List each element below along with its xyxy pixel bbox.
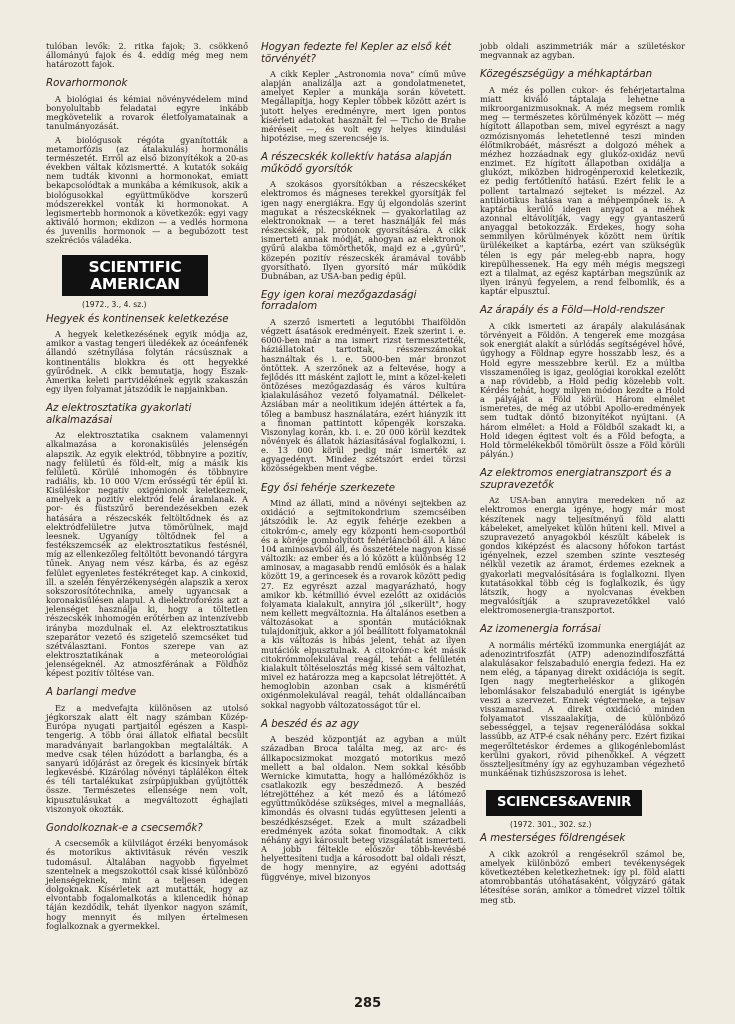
continued-text: jobb oldali aszimmetriák már a születéskor megvannak az agyban. [480,41,685,61]
column-right [480,42,685,909]
continued-text: tulóban levők: 2. ritka fajok; 3. csökkenő állományú fajok és 4. eddig még meg nem határozott fajok. [46,41,248,70]
article-paragraph: Mind az állati, mind a növényi sejtekben az oxidáció a sejtmitokondrium szemcséiben játszódik le. Az egyik fehérje ezekben a citokróm-c, amely egy központi hem-csoportból és a köréje gombolyított fehérláncból áll. A lánc 104 aminosavból áll, és összetétele nagyon kissé változik: az ember és a ló között a különbség 12 aminosav, a magasabb rendű emlősök és a halak között 19, a gerincesek és a rovarok között pedig 27. Ez egyrészt azzal magyarázható, hogy amikor kb. kétmillió évvel ezelőtt az oxidációs folyamata kialakult, annyira jól „sikerült", hogy nem kellett megváltoznia. Ha általános esetben a változásokat a spontán mutációknak tulajdonítjuk, akkor a jól beállított folyamatoknál a kis változás is hibás jelent, tehát az ilyen mutációk elpusztulnak. A citokróm-c két másik citokrómmolekulával reagál, tehát a felületén kialakult töltéselosztás még kissé sem változhat, mivel ez határozza meg a kapcsolat létrejöttét. A hemoglobin azonban csak a kismérétű oxigénmolekulával reagál, tehát oldalláncaiban sokkal nagyobb változatosságot tűr el. [261,498,466,710]
logo-line-2: AMERICAN [90,275,180,294]
article-title-gyorsitok: A részecskék kollektív hatása alapján működő gyorsítók [261,152,452,175]
article-paragraph: Az elektrosztatika csaknem valamennyi alkalmazása a koronakisülés jelenségén alapszik. Az egyik elektród, többnyire a pozitív, nagy felületű és föld-elt, míg a másik kis felületű. Körülé inhomogén és többnyire radiális, kb. 10 000 V/cm erősségű tér épül ki. Kisüléskor negatív oxigénionok keletkeznek, amelyek a pozitív elektród felé áramlanak. A por- és füstszűrő berendezésekben ezek hatására a részecskék feltöltődnek és az elektródfelületre jutva tömörülnek, majd leesnek. Ugyanígy töltődnek fel a festékszemcsék az elektrosztatikus festésnél, míg az ellenkezőleg feltöltött bevonandó tárgyra tűnek. Anyag nem vész kárba, és az egész felület egyenletes festékréteget kap. A cinkoxid, ill. a szelén fényérzékenységén alapszik a xerox sokszorosítótechnika, amely ugyancsak a koronakisülésen alapul. A dielektroforézis azt a jelenséget használja ki, hogy a töltetlen részecskék inhomogén erőtérben az intenzívebb irányba mozdulnak el. Az elektrosztatikus szeparátor vezető és szigetelő szemcséket tud szétválasztani. Fontos szerepe van az elektrosztatikának a meteorológiai jelenségeknél. Az atmoszférának a Földhöz képest pozitív töltése van. [46,430,248,679]
issue-info: (1972., 3., 4. sz.) [82,300,147,310]
article-paragraph: Az USA-ban annyira meredeken nő az elektromos energia igénye, hogy már most készítenek nagy teljesítményű föld alatti kábeleket, amelyeket külön hűteni kell. Mivel a szupravezető anyagokból készült kábelek is gondos kiképzést és alacsony hőfokon tartást igényelnek, ezzel szemben szinte veszteség nélkül vezetik az áramot, érdemes ezeknek a gyakorlati megvalósítására is foglalkozni. Ilyen kutatásokkal több cég is foglalkozik, és úgy látszik, hogy a nyolcvanas években megvalósítják a szupravezetőkkel való elektromosenergia-transzportot. [480,495,685,616]
article-paragraph: A hegyek keletkezésének egyik módja az, amikor a vastag tengeri üledékek az óceánfenék állandó szétnyílása folytán rácsúsznak a kontinentális blokkra és ott hegyekké gyűrődnek. A cikk bemutatja, hogy Észak-Amerika keleti partvidékének egyik szakaszán egy ilyen folyamat játszódik le napjainkban. [46,329,248,395]
article-paragraph: A szerző ismerteti a legutóbbi Thaiföldön végzett ásatások eredményeit. Ezek szerint i. e. 6000-ben már a ma ismert rizst termesztették, háziállatokat tartottak, résszerszámokat használtak és i. e. 5000-ben már bronzot öntöttek. A szerzőnek az a feltevése, hogy a fejlődés itt másként zajlott le, mint a közel-keleti öntözéses mezőgazdaság és város kultúra kialakulásához vezető folyamatnál. Délkelet-Ázsiában már a neolitikum idején áttértek a fa, tőleg a bambusz használatára, ezért hiányzik itt a finoman pattintott kőpengék korszaka. Viszonylag korán, kb. i. e. 20 000 körül kezdtek növények és állatok háziasításával foglalkozni, i. e. 13 000 körül pedig már ismerték az agyagedényt. Mindez szétszórt erdei törzsi közösségekben ment végbe. [261,316,466,474]
article-title-szupravezetok: Az elektromos energiatranszport és a szupravezetők [480,468,672,491]
article-title-mehkaptar: Közegészségügy a méhkaptárban [480,69,653,81]
article-title-elektrosztatika: Az elektrosztatika gyakorlati alkalmazásai [46,403,192,426]
scientific-american-logo [62,255,208,296]
article-paragraph: Ez a medvefajta különösen az utolsó jégkorszak alatt élt nagy számban Közép-Európa nyugati partjaitól egészen a Kaspi-tengerig. A több órai állatok elfiatal becsült maradványait barlangokban megtalálták. A medve csak télen húzódott a barlangba, és a sanyarú időjárást az öregek és kicsinyek bírták legkevésbé. Kizárólag növényi táplálékon éltek és téli tartalékukat zsírpúpjukban gyűjtötték össze. Természetes ellensége nem volt, kipusztulásukat a megváltozott éghajlati viszonyok okozták. [46,702,248,814]
issue-info: (1972. 301., 302. sz.) [510,820,592,830]
article-paragraph: A csecsemők a külvilágot érzéki benyomások és motorikus aktivitásuk révén veszik tudomásul. Általában nagyobb figyelmet szentelnek a megszokottól csak kissé különböző jelenségeknek, mint a teljesen idegen dolgoknak. Kísérletek azt mutatták, hogy az elvontabb fogalomalkotás a kilencedik hónap táján kezdődik, tehát ilyenkor nagyon számít, hogy mennyit és milyen értelmesen foglalkoznak a gyermekkel. [46,838,248,931]
page-number: 285 [354,996,382,1011]
article-title-csecsemok: Gondolkoznak-e a csecsemők? [46,822,203,834]
article-paragraph: A cikk Kepler „Astronomia nova" című műve alapján analizálja azt a gondolatmenetet, amelyet Kepler a munkája során követett. Megállapítja, hogy Kepler többek között azért is jutott helyes eredményre, mert igen pontos kísérleti adatokat használt fel — Ticho de Brahe méréseit —, és volt egy helyes kiindulási hipotézise, meg szerencséje is. [261,69,466,144]
article-title-barlangi-medve: A barlangi medve [46,687,137,699]
article-title-mezogazdasag: Egy igen korai mezőgazdasági forradalom [261,289,417,313]
article-title-foldrengesek: A mesterséges földrengések [480,833,626,845]
article-title-beszed-agy: A beszéd és az agy [261,718,359,730]
article-paragraph: A biológiai és kémiai növényvédelem mind bonyolultabb feladatai egyre inkább megkövetelik a rovarok életfolyamatainak a tanulmányozását. [46,93,248,132]
article-paragraph: A cikk ismerteti az árapály alakulásának törvényeit a Földön. A tengerek eme mozgása sok energiát alakít a súrlódás segítségével hővé, úgyhogy a Földnap egyre hosszabb lesz, és a Hold egyre messzebbre kerül. Ez a múltba visszamenőleg is igaz, geológiai korokkal ezelőtt a nap rövidebb, a Hold pedig közelebb volt. Kérdés tehát, hogy milyen módon kezdte a Hold a pályáját a Föld körül. Három elmélet ismeretes, de még az utóbbi Apollo-eredmények sem tudtak döntő bizonyítékot nyújtani. (A három elmélet: a Hold a Földből szakadt ki, a Hold idegen égitest volt és a Föld befogta, a Hold törmelékekből tömörült össze a Föld körüli pályán.) [480,320,685,460]
article-paragraph: A beszéd központját az agyban a múlt században Broca találta meg, az arc- és állkapocsizmokat mozgató motorikus mező mellett a bal oldalon. Nem sokkal később Wernicke kimutatta, hogy a hallómézőkhöz is csatlakozik egy beszédmező. A beszéd létrejöttéhez a két mező és a látómező együttműködése szükséges, mivel a megnalláás, kimondás és olvasni tudás együttesen jelenti a beszédkészséget. Ezek a mult századbeli eredmények azóta sokat finomodtak. A cikk néhány agyi károsult beteg vizsgálatát ismerteti. A jobb féltekle először több-kevésbé helyettesíteni tudja a károsodott bal oldali részt, de hogy mennyire, az egyéni adottság függvénye, mivel bizonyos [261,734,466,882]
article-paragraph: A normális mértékű izommunka energiáját az adenozintrifoszfát (ATP) adenozindifoszfáttá alakulásakor felszabaduló energia fedezi. Ha ez nem elég, a tápanyag direkt oxidációja is segít. Igen nagy megterheléskor a glikogén lebomlásakor felszabaduló energiát is igénybe veszi a szervezet. Ennek végtermeke, a tejsav visszamarad. A direkt oxidáció minden folyamatot visszaalakítja, de különböző sebességgel, a tejsav regenerálódása sokkal lassúbb, az ATP-é csak néhány perc. Ezért fizikai megerőltetéskor érdemes a glikogénlebomlást kerülni gyakori, rövid pihenőkkel. A végzett összteljesítmény így az egyhuzamban végezhető munkáénak tizhúszszorosa is lehet. [480,639,685,778]
article-paragraph: A szokásos gyorsítókban a részecskéket elektromos és mágneses terekkel gyorsítják fel igen nagy energiákra. Egy új elgondolás szerint magukat a részecskéknek — gyakorlatilag az elektronoknak — a teret használják fel más részecskék, pl. protonok gyorsítására. A cikk ismerteti annak módját, ahogyan az elektronok gyűrű alakba tömörthetők, majd ez a „gyűrű", közepén pozitív részecskék áramával tovább gyorsítható. Ilyen gyorsító már működik Dubnában, az USA-ban pedig épül. [261,179,466,281]
article-title-izomenergia: Az izomenergia forrásai [480,624,601,636]
article-title-rovarhormonok: Rovarhormonok [46,78,128,90]
article-paragraph: A biológusok régóta gyanították a metamorfózis (az átalakulás) hormonális természetét. Erről az első bizonyítékok a 20-as években váltak közismertté. A kutatók sokáig nem tudták kivonni a hormonokat, emiatt bekapcsolódtak a munkába a kémikusok, akik a biológusokkal együttműködve korszerű módszerekkel vonták ki hormonokat. A legismertebb hormonok a következők: egyi vagy aktiváló hormon; ekdizon — a vedlés hormona és juvenilis hormonok — a begubózott test szekréciós váladéka. [46,134,248,246]
article-paragraph: A cikk azokról a rengésekről számol be, amelyek különböző emberi tevékenységek következtében keletkezhetnek: így pl. föld alatti atomrobbantás utóhatásaként, völgyzáró gátak létesítése során, amikor a tömedret vízzel töltik meg stb. [480,848,685,905]
column-middle [261,42,466,886]
article-paragraph: A méz és pollen cukor- és fehérjetartalma miatt kiváló táptalaja lehetne a mikroorganizmusoknak. A méz megsem romlik meg — természetes körülmények között — még hígított állapotban sem, mivel egyrészt a nagy ozmózisnyomás lehetetlenné teszi minden élőtmikrobáét, másrészt a dolgozó méhek a mézhez hozzáadnak egy glukóz-oxidáz nevű enzimet. Ez hígított állapotban oxidálja a glukózt, miközben hidrogénperoxid keletkezik, ez pedig fertőtlenítő hatású. Ezért felik le a pollent tartalmazó sejteket is mézzel. Az antibiotikus hatása van a méhpempőnek is. A kaptárba kerülő idegen anyagot a méhek azonnal eltávolítják, vagy egy gyantaszerű anyaggal betokozzák. Érdekes, hogy soha semmilyen körülmények között nem ürítik ürülékeiket a kaptárba, ezért van szükségük télen is egy pár meleg-ebb napra, hogy kirepülhessenek. Ha egy méh mégis megszegi ezt a tilalmat, az egész kaptárban megszűnik az ilyen irányú fegyelem, a rend felbomlik, és a kaptár elpusztul. [480,84,685,297]
article-title-kepler: Hogyan fedezte fel Kepler az első két törvényét? [261,42,452,65]
article-title-feherje: Egy ősi fehérje szerkezete [261,482,396,494]
article-title-arapaly: Az árapály és a Föld—Hold-rendszer [480,305,665,317]
article-title-hegyek: Hegyek és kontinensek keletkezése [46,313,229,325]
logo-line-1: SCIENTIFIC [88,258,182,277]
sciences-avenir-logo: SCIENCES&AVENIR [486,790,642,816]
column-left [46,42,248,935]
